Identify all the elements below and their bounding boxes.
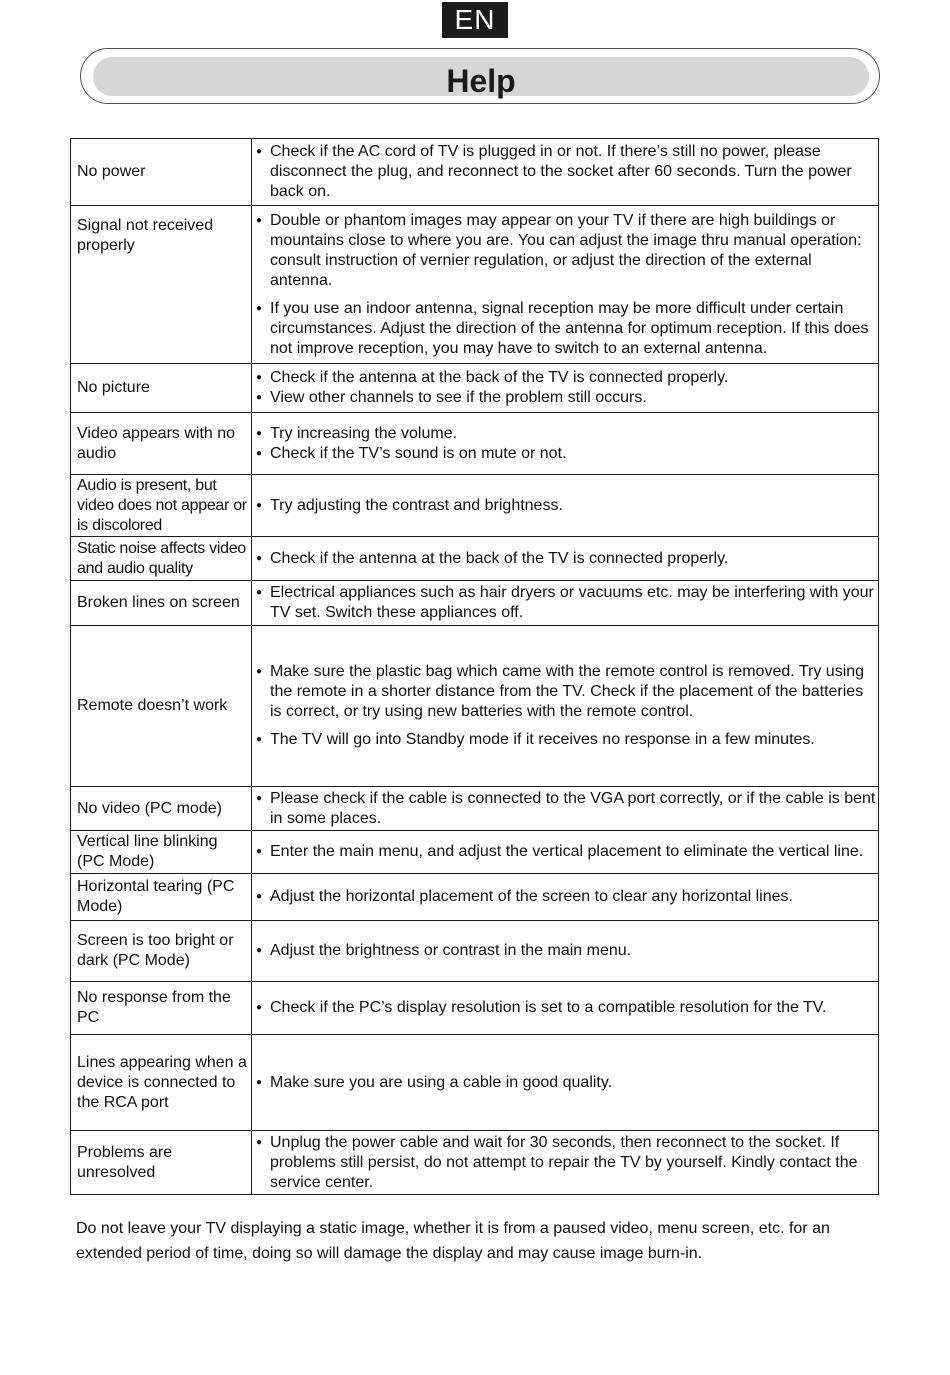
- title-banner-fill: [93, 57, 869, 99]
- remedy-item: ● Unplug the power cable and wait for 30 seconds, then reconnect to the socket. If problems still persist, do not attempt to repair the TV by yourself. Kindly contact the service center.: [256, 1133, 878, 1193]
- remedy-item: ● Electrical appliances such as hair dryers or vacuums etc. may be interfering with your TV set. Switch these appliances off.: [256, 583, 878, 623]
- table-row: [71, 413, 879, 475]
- table-row: [71, 982, 879, 1035]
- table-row: [71, 787, 879, 831]
- problem-cell: Vertical line blinking (PC Mode): [71, 831, 252, 874]
- remedy-item: ● View other channels to see if the problem still occurs.: [256, 388, 878, 408]
- remedy-item: ● Check if the AC cord of TV is plugged in or not. If there’s still no power, please disconnect the plug, and reconnect to the socket after 60 seconds. Turn the power back on.: [256, 142, 878, 202]
- table-row: [71, 626, 879, 787]
- remedy-item: ● Check if the PC’s display resolution is set to a compatible resolution for the TV.: [256, 998, 878, 1018]
- remedy-cell: [252, 364, 879, 413]
- remedy-cell: [252, 787, 879, 831]
- table-row: [71, 475, 879, 537]
- table-row: [71, 537, 879, 581]
- problem-cell: No power: [71, 139, 252, 206]
- remedy-item: ● Try increasing the volume.: [256, 424, 878, 444]
- problem-cell: Remote doesn’t work: [71, 626, 252, 787]
- problem-cell: No response from the PC: [71, 982, 252, 1035]
- remedy-item: ● Adjust the horizontal placement of the screen to clear any horizontal lines.: [256, 887, 878, 907]
- remedy-item: ● If you use an indoor antenna, signal reception may be more difficult under certain circumstances. Adjust the direction of the antenna for optimum reception. If this does not improve reception, you may have to switch to an external antenna.: [256, 299, 878, 359]
- remedy-cell: [252, 475, 879, 537]
- table-row: [71, 364, 879, 413]
- page-title: Help: [446, 63, 516, 99]
- table-row: [71, 1035, 879, 1131]
- remedy-item: ● Check if the antenna at the back of the TV is connected properly.: [256, 549, 878, 569]
- table-row: [71, 921, 879, 982]
- remedy-item: ● Make sure the plastic bag which came with the remote control is removed. Try using the remote in a shorter distance from the TV. Check if the placement of the batteries is correct, or try using new batteries with the remote control.: [256, 662, 878, 722]
- remedy-item: ● Enter the main menu, and adjust the vertical placement to eliminate the vertical line.: [256, 842, 878, 862]
- remedy-item: ● The TV will go into Standby mode if it receives no response in a few minutes.: [256, 730, 878, 750]
- problem-cell: Broken lines on screen: [71, 581, 252, 626]
- table-row: [71, 874, 879, 921]
- remedy-cell: [252, 206, 879, 364]
- problem-cell: Video appears with no audio: [71, 413, 252, 475]
- remedy-cell: [252, 626, 879, 787]
- problem-cell: Lines appearing when a device is connected to the RCA port: [71, 1035, 252, 1131]
- language-badge: EN: [442, 2, 508, 38]
- remedy-cell: [252, 831, 879, 874]
- remedy-cell: [252, 1035, 879, 1131]
- problem-cell: Audio is present, but video does not appear or is discolored: [71, 475, 252, 537]
- problem-cell: Problems are unresolved: [71, 1131, 252, 1195]
- troubleshooting-table: [70, 138, 879, 1195]
- burn-in-warning-note: Do not leave your TV displaying a static image, whether it is from a paused video, menu screen, etc. for an extended period of time, doing so will damage the display and may cause image burn-in.: [76, 1220, 830, 1262]
- remedy-item: ● Please check if the cable is connected to the VGA port correctly, or if the cable is bent in some places.: [256, 789, 878, 829]
- remedy-cell: [252, 537, 879, 581]
- table-row: [71, 206, 879, 364]
- remedy-cell: [252, 1131, 879, 1195]
- remedy-cell: [252, 921, 879, 982]
- table-row: [71, 139, 879, 206]
- problem-cell: No picture: [71, 364, 252, 413]
- remedy-cell: [252, 982, 879, 1035]
- problem-cell: Static noise affects video and audio quality: [71, 537, 252, 581]
- problem-cell: No video (PC mode): [71, 787, 252, 831]
- remedy-item: ● Adjust the brightness or contrast in the main menu.: [256, 941, 878, 961]
- remedy-cell: [252, 874, 879, 921]
- table-row: [71, 1131, 879, 1195]
- problem-cell: Horizontal tearing (PC Mode): [71, 874, 252, 921]
- remedy-item: ● Try adjusting the contrast and brightness.: [256, 496, 878, 516]
- remedy-item: ● Check if the TV’s sound is on mute or not.: [256, 444, 878, 464]
- problem-cell: Signal not received properly: [71, 206, 252, 364]
- remedy-item: ● Check if the antenna at the back of the TV is connected properly.: [256, 368, 878, 388]
- problem-cell: Screen is too bright or dark (PC Mode): [71, 921, 252, 982]
- table-row: [71, 831, 879, 874]
- remedy-item: ● Make sure you are using a cable in good quality.: [256, 1073, 878, 1093]
- remedy-item: ● Double or phantom images may appear on your TV if there are high buildings or mountains close to where you are. You can adjust the image thru manual operation: consult instruction of vernier regulation, or adjust the direction of the external antenna.: [256, 211, 878, 291]
- remedy-cell: [252, 139, 879, 206]
- remedy-cell: [252, 413, 879, 475]
- remedy-cell: [252, 581, 879, 626]
- title-banner: [80, 48, 880, 104]
- table-row: [71, 581, 879, 626]
